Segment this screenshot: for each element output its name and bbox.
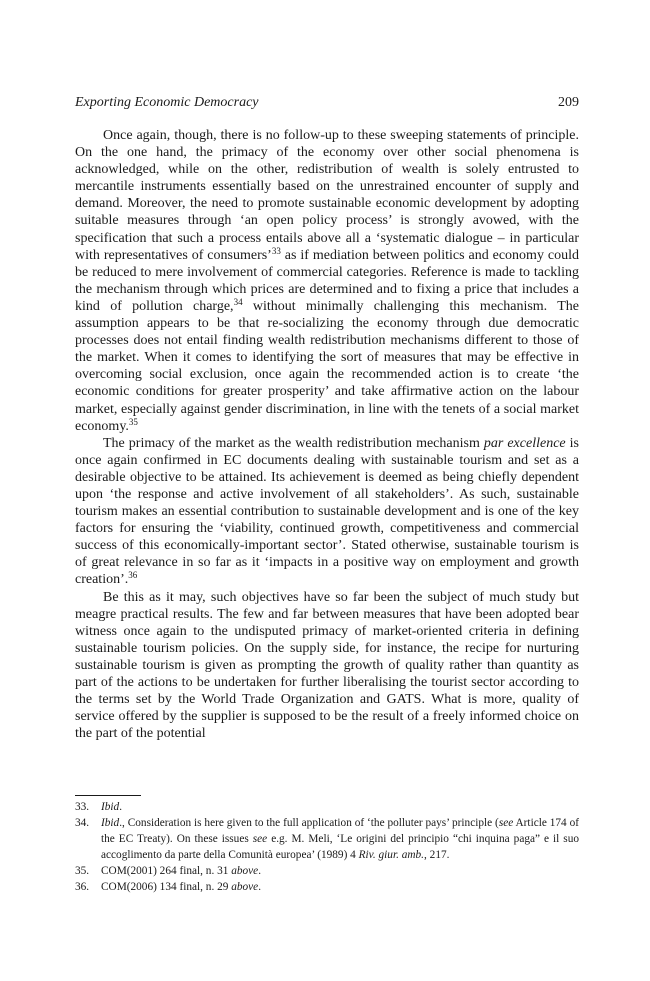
page-number: 209 [558, 95, 579, 110]
body-text [75, 127, 579, 742]
italic-phrase: see [252, 833, 268, 845]
paragraph-1 [75, 127, 579, 435]
footnote-text [101, 879, 579, 895]
running-title: Exporting Economic Democracy [75, 95, 259, 110]
footnote-ref-36[interactable]: 36 [128, 570, 138, 581]
text-run: . [119, 801, 123, 813]
italic-phrase: Riv. giur. amb. [358, 849, 425, 861]
footnote-divider [75, 795, 141, 796]
footnote-text [101, 815, 579, 863]
italic-phrase: above [231, 865, 259, 877]
footnote-text [101, 799, 579, 815]
book-page [75, 0, 579, 981]
footnote-number: 36. [75, 881, 90, 893]
footnote-34 [75, 815, 579, 863]
footnote-ref-34[interactable]: 34 [233, 296, 243, 307]
footnote-number: 34. [75, 817, 90, 829]
text-run: Once again, though, there is no follow-up to these sweeping statements of principle. On the one hand, the primacy of the economy over other social phenomena is acknowledged, while on the other, redistribution of wealth is solely entrusted to mercantile instruments essentially based on the unrestrained encounter of supply and demand. Moreover, the need to promote sustainable economic development by adopting suitable measures through ‘an open policy process’ is strongly avowed, with the specification that such a process entails above all a ‘systematic dialogue – in particular with representatives of consumers’ [75, 128, 579, 263]
paragraph-2 [75, 435, 579, 589]
text-run: The primacy of the market as the wealth redistribution mechanism [103, 435, 484, 451]
footnote-33 [75, 799, 579, 815]
footnote-text [101, 863, 579, 879]
italic-phrase: Ibid [101, 801, 120, 813]
footnote-ref-33[interactable]: 33 [271, 245, 281, 256]
text-run: , 217. [424, 849, 450, 861]
footnote-ref-35[interactable]: 35 [128, 416, 138, 427]
footnote-36 [75, 879, 579, 895]
footnotes [75, 799, 579, 895]
text-run: Article 174 of the EC Treaty). On these issues [101, 817, 579, 845]
footnote-35 [75, 863, 579, 879]
running-header [75, 93, 579, 113]
text-run: COM(2006) 134 final, n. 29 [101, 881, 232, 893]
text-run: ., Consideration is here given to the full application of ‘the polluter pays’ principle ( [119, 817, 499, 829]
text-run: Be this as it may, such objectives have so far been the subject of much study but meagre practical results. The few and far between measures that have been adopted bear witness once again to the undisputed primacy of market-oriented criteria in defining sustainable tourism policies. On the supply side, for instance, the recipe for nurturing sustainable tourism is given as prompting the growth of quality rather than quantity as part of the actions to be undertaken for further liberalising the tourist sector according to the terms set by the World Trade Organization and GATS. What is more, quality of service offered by the supplier is supposed to be the result of a freely informed choice on the part of the potential [75, 589, 579, 742]
paragraph-3 [75, 589, 579, 743]
footnote-number: 35. [75, 865, 90, 877]
text-run: e.g. M. Meli, ‘Le origini del principio “chi inquina paga” e il suo accoglimento da parte della Comunità europea’ (1989) 4 [101, 833, 580, 861]
text-run: is once again confirmed in EC documents dealing with sustainable tourism and set as a desirable objective to be attained. Its achievement is deemed as being chiefly dependent upon ‘the response and active involvement of all stakeholders’. As such, sustainable tourism makes an essential contribution to sustainable development and is one of the key factors for ensuring the ‘viability, continued growth, competitiveness and commercial success of this economically-important sector’. Stated otherwise, sustainable tourism is of great relevance in so far as it ‘impacts in a positive way on employment and growth creation’. [75, 435, 579, 588]
italic-phrase: see [498, 817, 514, 829]
text-run: COM(2001) 264 final, n. 31 [101, 865, 232, 877]
italic-phrase: Ibid [101, 817, 120, 829]
text-run: . [258, 881, 262, 893]
text-run: without minimally challenging this mechanism. The assumption appears to be that re-socializing the economy through due democratic processes does not entail finding wealth redistribution mechanisms different to those of the market. When it comes to identifying the sort of measures that may be effective in overcoming social exclusion, once again the recommended action is to create ‘the economic conditions for greater prosperity’ and take affirmative action on the labour market, especially against gender discrimination, in line with the tenets of a social market economy. [75, 298, 579, 434]
text-run: . [258, 865, 262, 877]
italic-phrase: par excellence [483, 435, 566, 451]
footnote-number: 33. [75, 801, 90, 813]
text-run: as if mediation between politics and economy could be reduced to mere involvement of commercial categories. Reference is made to tackling the mechanism through which prices are determined and to fixing a price that includes a kind of pollution charge, [75, 247, 579, 314]
italic-phrase: above [231, 881, 259, 893]
